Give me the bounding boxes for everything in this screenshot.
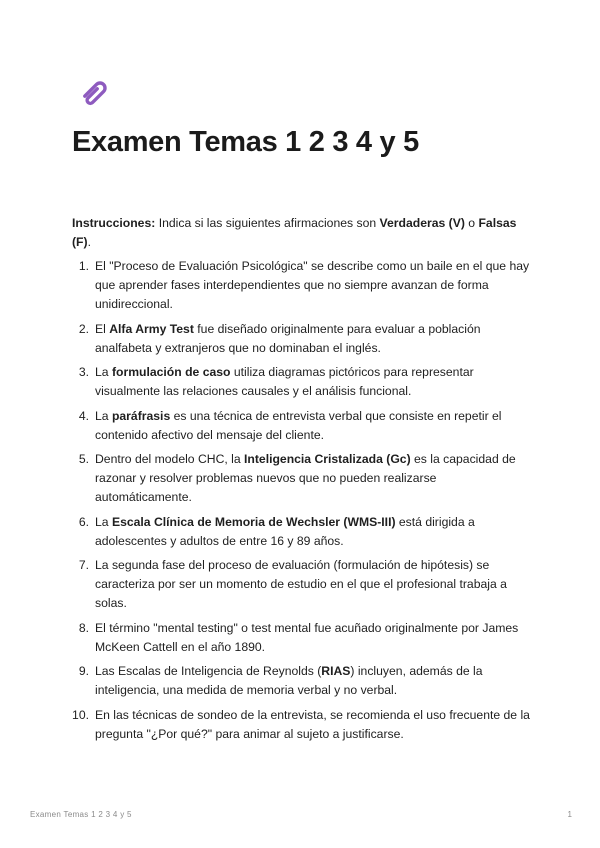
question-number: 4. xyxy=(78,408,89,423)
question-text xyxy=(95,409,502,442)
question-text-segment: La xyxy=(95,365,112,379)
question-item xyxy=(72,320,534,358)
question-text-segment: La xyxy=(95,408,112,423)
instructions-text-3: . xyxy=(87,235,91,249)
question-text-segment: El xyxy=(95,321,110,336)
question-keyword: RIAS xyxy=(321,664,351,678)
question-number: 2. xyxy=(78,321,89,336)
question-text-segment: La segunda fase del proceso de evaluación (formulación de hipótesis) se caracteriza por ser un momento de estudio en el que el profesional trabaja a solas. xyxy=(95,558,507,610)
question-keyword: Escala Clínica de Memoria de Wechsler (WMS-III) xyxy=(111,514,396,529)
instructions xyxy=(72,214,532,252)
question-keyword: paráfrasis xyxy=(111,408,171,423)
question-number: 10. xyxy=(72,707,89,722)
question-keyword: Alfa Army Test xyxy=(109,321,194,336)
question-item xyxy=(72,513,534,551)
question-text xyxy=(95,664,483,697)
question-text-segment: Las Escalas de Inteligencia de Reynolds ( xyxy=(95,664,322,678)
question-number: 7. xyxy=(78,558,89,572)
question-text xyxy=(95,558,507,610)
question-number: 9. xyxy=(78,664,89,678)
question-number: 5. xyxy=(78,452,89,466)
question-text-segment: fue diseñado originalmente para evaluar a población analfabeta y extranjeros que no dominaban el inglés. xyxy=(95,321,481,355)
question-text-segment: El "Proceso de Evaluación Psicológica" se describe como un baile en el que hay que aprender fases interdependientes que no siempre avanzan de forma unidireccional. xyxy=(95,259,530,311)
footer-title: Examen Temas 1 2 3 4 y 5 xyxy=(30,810,132,819)
question-keyword: formulación de caso xyxy=(111,365,231,379)
question-item xyxy=(72,619,534,657)
question-item xyxy=(72,556,534,613)
question-list xyxy=(72,257,534,749)
question-text xyxy=(95,365,474,398)
question-text xyxy=(95,621,518,654)
instructions-text-2: o xyxy=(464,216,479,230)
question-item xyxy=(72,450,534,507)
instructions-text-1: Indica si las siguientes afirmaciones son xyxy=(155,216,380,230)
question-text xyxy=(95,452,516,504)
question-text-segment: está dirigida a adolescentes y adultos de entre 16 y 89 años. xyxy=(95,514,475,548)
question-text-segment: Dentro del modelo CHC, la xyxy=(95,452,245,466)
question-text-segment: El término "mental testing" o test mental fue acuñado originalmente por James McKeen Cattell en el año 1890. xyxy=(95,620,519,654)
question-item xyxy=(72,662,534,700)
question-text-segment: La xyxy=(95,514,112,529)
question-keyword: Inteligencia Cristalizada (Gc) xyxy=(244,452,411,466)
question-text-segment: utiliza diagramas pictóricos para representar visualmente las relaciones causales y el análisis funcional. xyxy=(95,365,474,398)
question-text-segment: ) incluyen, además de la inteligencia, una medida de memoria verbal y no verbal. xyxy=(95,664,483,697)
question-text xyxy=(95,259,529,311)
instructions-label: Instrucciones: xyxy=(72,216,156,230)
question-number: 1. xyxy=(78,259,89,273)
question-text-segment: es una técnica de entrevista verbal que consiste en repetir el contenido afectivo del mensaje del cliente. xyxy=(95,408,502,442)
verdaderas-label: Verdaderas (V) xyxy=(379,216,465,230)
question-text xyxy=(95,515,475,548)
question-number: 8. xyxy=(78,620,89,635)
question-text xyxy=(95,708,530,741)
question-number: 6. xyxy=(78,514,89,529)
question-item xyxy=(72,407,534,445)
question-item xyxy=(72,706,534,744)
question-text-segment: En las técnicas de sondeo de la entrevista, se recomienda el uso frecuente de la pregunta "¿Por qué?" para animar al sujeto a justificarse. xyxy=(95,707,530,741)
question-text-segment: es la capacidad de razonar y resolver problemas nuevos que no pueden realizarse automáticamente. xyxy=(95,452,516,504)
falsas-label: Falsas (F) xyxy=(72,216,517,249)
question-item xyxy=(72,363,534,401)
page-title: Examen Temas 1 2 3 4 y 5 xyxy=(72,126,419,158)
question-text xyxy=(95,322,481,355)
question-item xyxy=(72,257,534,314)
question-number: 3. xyxy=(78,365,89,379)
page-number: 1 xyxy=(567,810,572,819)
paperclip-icon xyxy=(76,76,112,112)
